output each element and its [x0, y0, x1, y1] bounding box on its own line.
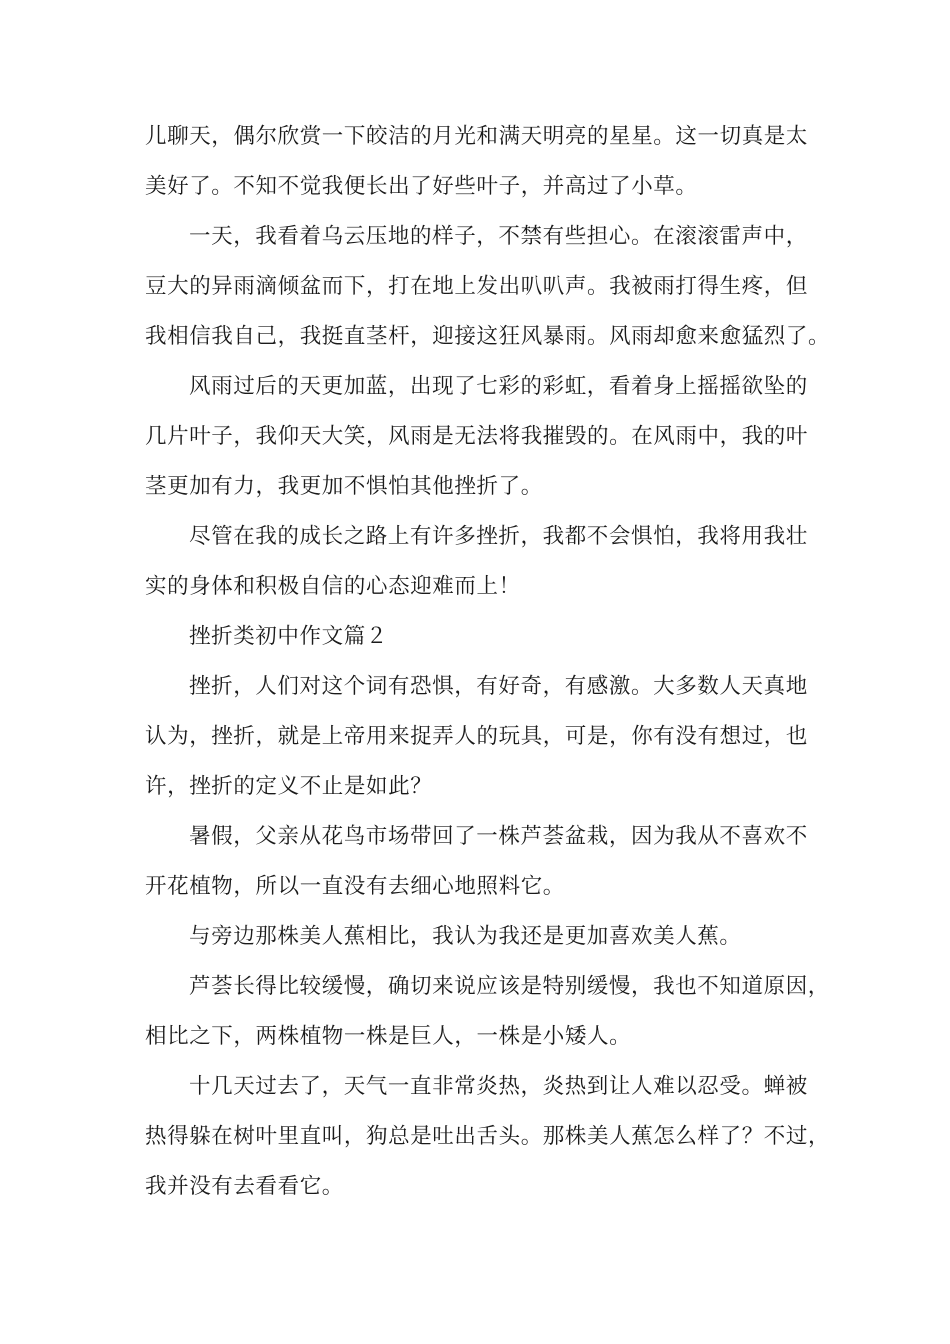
text-line: 儿聊天，偶尔欣赏一下皎洁的月光和满天明亮的星星。这一切真是太 — [145, 124, 809, 149]
document-body — [145, 112, 831, 1212]
text-line: 我并没有去看看它。 — [145, 1174, 344, 1199]
text-line: 热得躲在树叶里直叫，狗总是吐出舌头。那株美人蕉怎么样了？不过， — [145, 1124, 831, 1149]
text-line: 开花植物，所以一直没有去细心地照料它。 — [145, 874, 565, 899]
text-line: 风雨过后的天更加蓝，出现了七彩的彩虹，看着身上摇摇欲坠的 — [189, 374, 808, 399]
text-line: 许，挫折的定义不止是如此？ — [145, 774, 433, 799]
paragraph — [145, 912, 805, 962]
paragraph — [145, 212, 831, 362]
text-line: 几片叶子，我仰天大笑，风雨是无法将我摧毁的。在风雨中，我的叶 — [145, 424, 809, 449]
paragraph — [145, 362, 809, 512]
paragraph — [145, 812, 808, 912]
text-line: 挫折，人们对这个词有恐惧，有好奇，有感激。大多数人天真地 — [189, 674, 808, 699]
heading-text: 挫折类初中作文篇２ — [189, 624, 388, 649]
text-line: 茎更加有力，我更加不惧怕其他挫折了。 — [145, 474, 543, 499]
text-line: 美好了。不知不觉我便长出了好些叶子，并高过了小草。 — [145, 174, 698, 199]
text-line: 我相信我自己，我挺直茎杆，迎接这狂风暴雨。风雨却愈来愈猛烈了。 — [145, 324, 831, 349]
paragraph — [145, 512, 808, 612]
text-line: 暑假，父亲从花鸟市场带回了一株芦荟盆栽，因为我从不喜欢不 — [189, 824, 808, 849]
text-line: 实的身体和积极自信的心态迎难而上！ — [145, 574, 521, 599]
text-line: 芦荟长得比较缓慢，确切来说应该是特别缓慢，我也不知道原因， — [189, 974, 830, 999]
paragraph — [145, 1062, 831, 1212]
text-line: 豆大的异雨滴倾盆而下，打在地上发出叭叭声。我被雨打得生疼，但 — [145, 274, 809, 299]
paragraph — [145, 662, 809, 812]
text-line: 一天，我看着乌云压地的样子，不禁有些担心。在滚滚雷声中， — [189, 224, 808, 249]
section-heading — [145, 612, 805, 662]
text-line: 十几天过去了，天气一直非常炎热，炎热到让人难以忍受。蝉被 — [189, 1074, 808, 1099]
paragraph — [145, 112, 809, 212]
text-line: 与旁边那株美人蕉相比，我认为我还是更加喜欢美人蕉。 — [189, 924, 742, 949]
paragraph — [145, 962, 830, 1062]
text-line: 相比之下，两株植物一株是巨人，一株是小矮人。 — [145, 1024, 632, 1049]
text-line: 认为，挫折，就是上帝用来捉弄人的玩具，可是，你有没有想过，也 — [145, 724, 809, 749]
text-line: 尽管在我的成长之路上有许多挫折，我都不会惧怕，我将用我壮 — [189, 524, 808, 549]
